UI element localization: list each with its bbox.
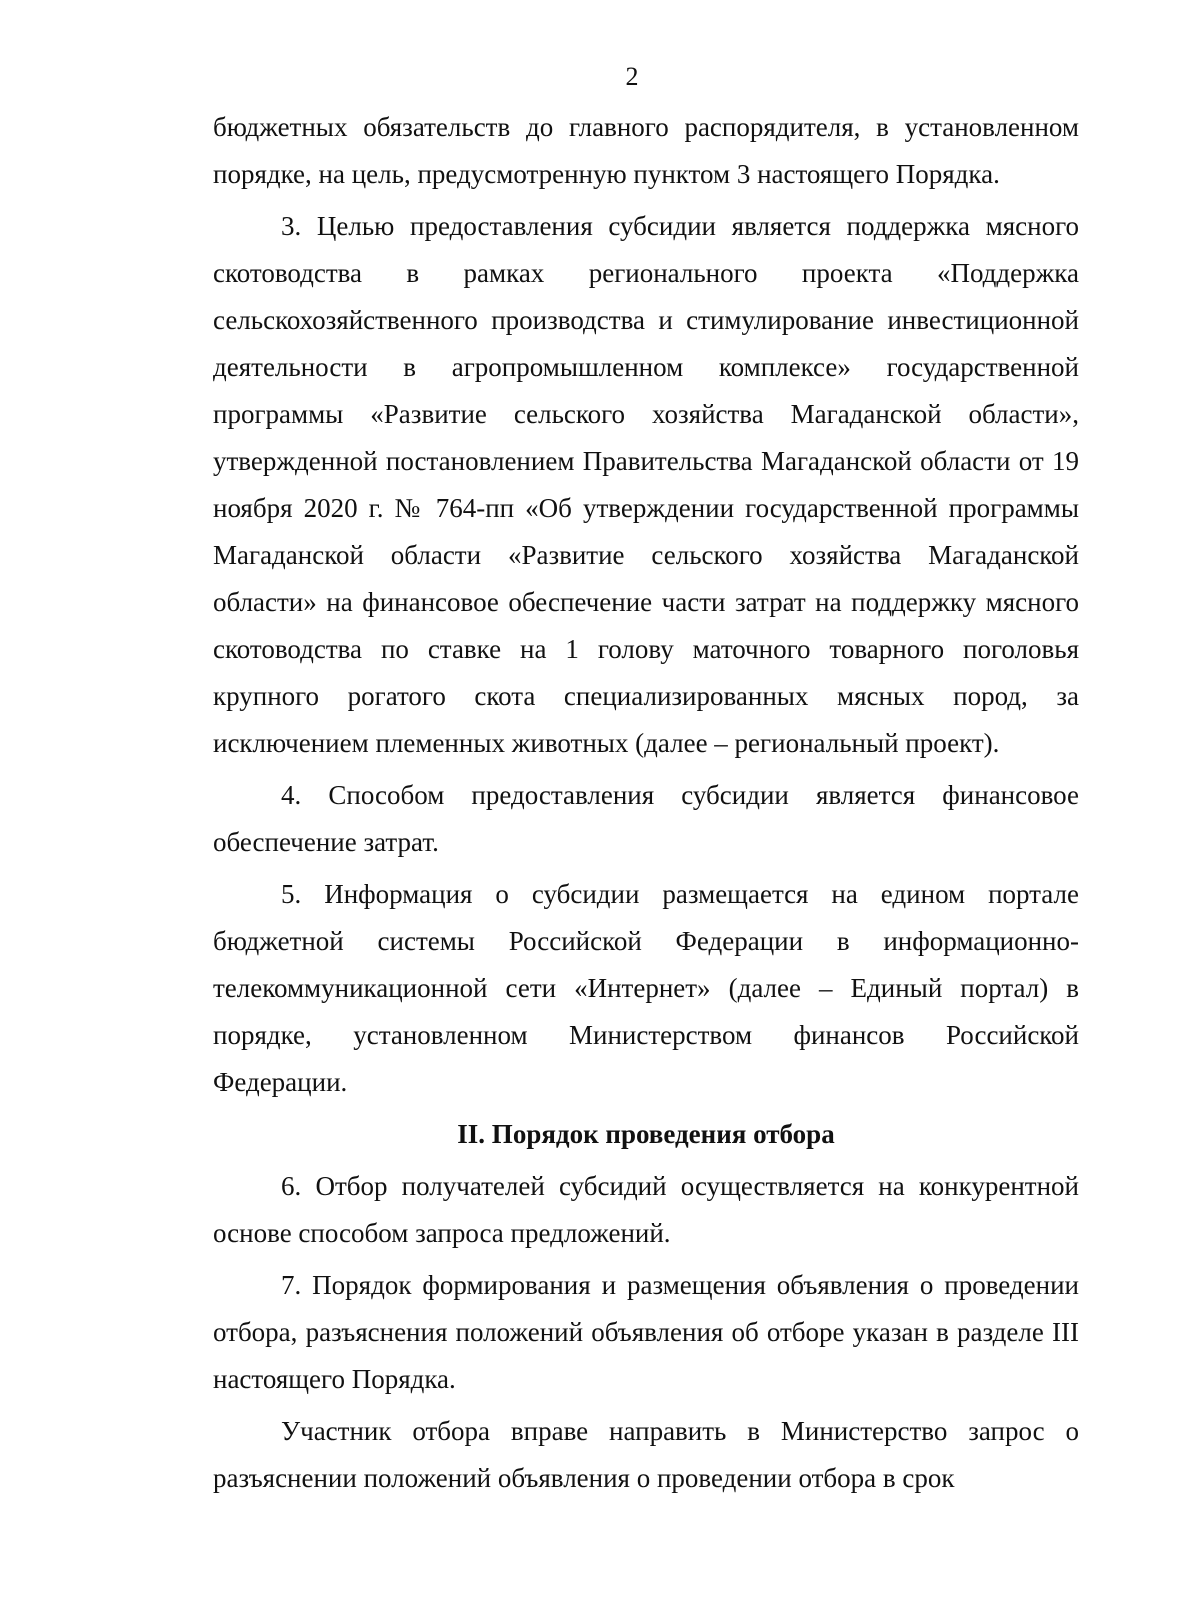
page-number: 2 [625,62,639,91]
paragraph-4: 4. Способом предоставления субсидии является финансовое обеспечение затрат. [213,780,1079,857]
paragraph-5: 5. Информация о субсидии размещается на едином портале бюджетной системы Российской Федерации в информационно-телекоммуникационной сети «Интернет» (далее – Единый портал) в порядке, установленном Министерством финансов Российской Федерации. [213,879,1079,1097]
paragraph-3: 3. Целью предоставления субсидии является поддержка мясного скотоводства в рамках регионального проекта «Поддержка сельскохозяйственного производства и стимулирование инвестиционной деятельности в агропромышленном комплексе» государственной программы «Развитие сельского хозяйства Магаданской области», утвержденной постановлением Правительства Магаданской области от 19 ноября 2020 г. № 764-пп «Об утверждении государственной программы Магаданской области «Развитие сельского хозяйства Магаданской области» на финансовое обеспечение части затрат на поддержку мясного скотоводства по ставке на 1 голову маточного товарного поголовья крупного рогатого скота специализированных мясных пород, за исключением племенных животных (далее – региональный проект). [213,211,1079,758]
paragraph-7: 7. Порядок формирования и размещения объявления о проведении отбора, разъяснения положений объявления об отборе указан в разделе III настоящего Порядка. [213,1270,1079,1394]
paragraph-6: 6. Отбор получателей субсидий осуществляется на конкурентной основе способом запроса предложений. [213,1171,1079,1248]
paragraph-continuation: бюджетных обязательств до главного распорядителя, в установленном порядке, на цель, предусмотренную пунктом 3 настоящего Порядка. [213,112,1079,189]
section-heading: II. Порядок проведения отбора [457,1119,835,1149]
document-body [213,104,1079,1507]
paragraph-participant-request: Участник отбора вправе направить в Министерство запрос о разъяснении положений объявления о проведении отбора в срок [213,1416,1079,1493]
